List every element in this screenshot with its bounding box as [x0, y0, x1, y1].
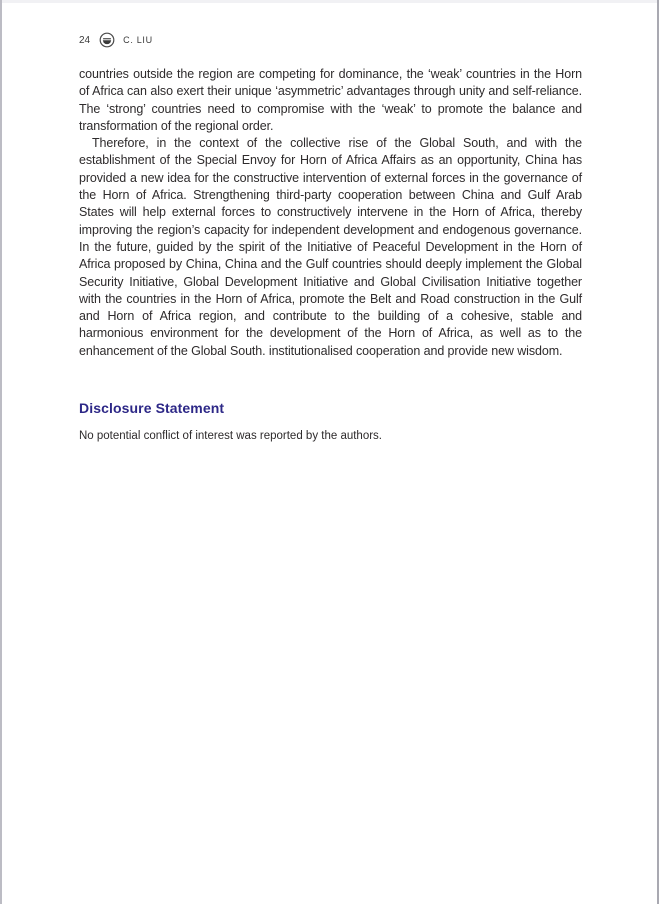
paragraph: countries outside the region are competing for dominance, the ‘weak’ countries in the Horn of Africa can also exert their unique ‘asymmetric’ advantages through unity and self-reliance. The ‘strong’ countries need to compromise with the ‘weak’ to promote the balance and transformation of the regional order. [79, 67, 582, 133]
page-top-edge [2, 0, 657, 3]
page-number: 24 [79, 34, 91, 46]
paragraph: Therefore, in the context of the collective rise of the Global South, and with the establishment of the Special Envoy for Horn of Africa Affairs as an opportunity, China has provided a new idea for the constructive intervention of external forces in the governance of the Horn of Africa. Strengthening third-party cooperation between China and Gulf Arab States will help external forces to constructively intervene in the Horn of Africa, thereby improving the region’s capacity for independent development and endogenous governance. In the future, guided by the spirit of the Initiative of Peaceful Development in the Horn of Africa proposed by China, China and the Gulf countries should deeply implement the Global Security Initiative, Global Development Initiative and Global Civilisation Initiative together with the countries in the Horn of Africa, promote the Belt and Road construction in the Gulf and Horn of Africa region, and contribute to the building of a cohesive, stable and harmonious environment for the development of the Horn of Africa, as well as to the enhancement of the Global South. institutionalised cooperation and provide new wisdom. [79, 136, 582, 358]
publisher-globe-icon [99, 32, 115, 48]
disclosure-statement-text: No potential conflict of interest was reported by the authors. [79, 430, 382, 443]
article-body [79, 66, 582, 446]
running-head-author: C. LIU [123, 35, 153, 45]
running-header [79, 32, 153, 48]
section-heading-disclosure: Disclosure Statement [79, 400, 225, 417]
